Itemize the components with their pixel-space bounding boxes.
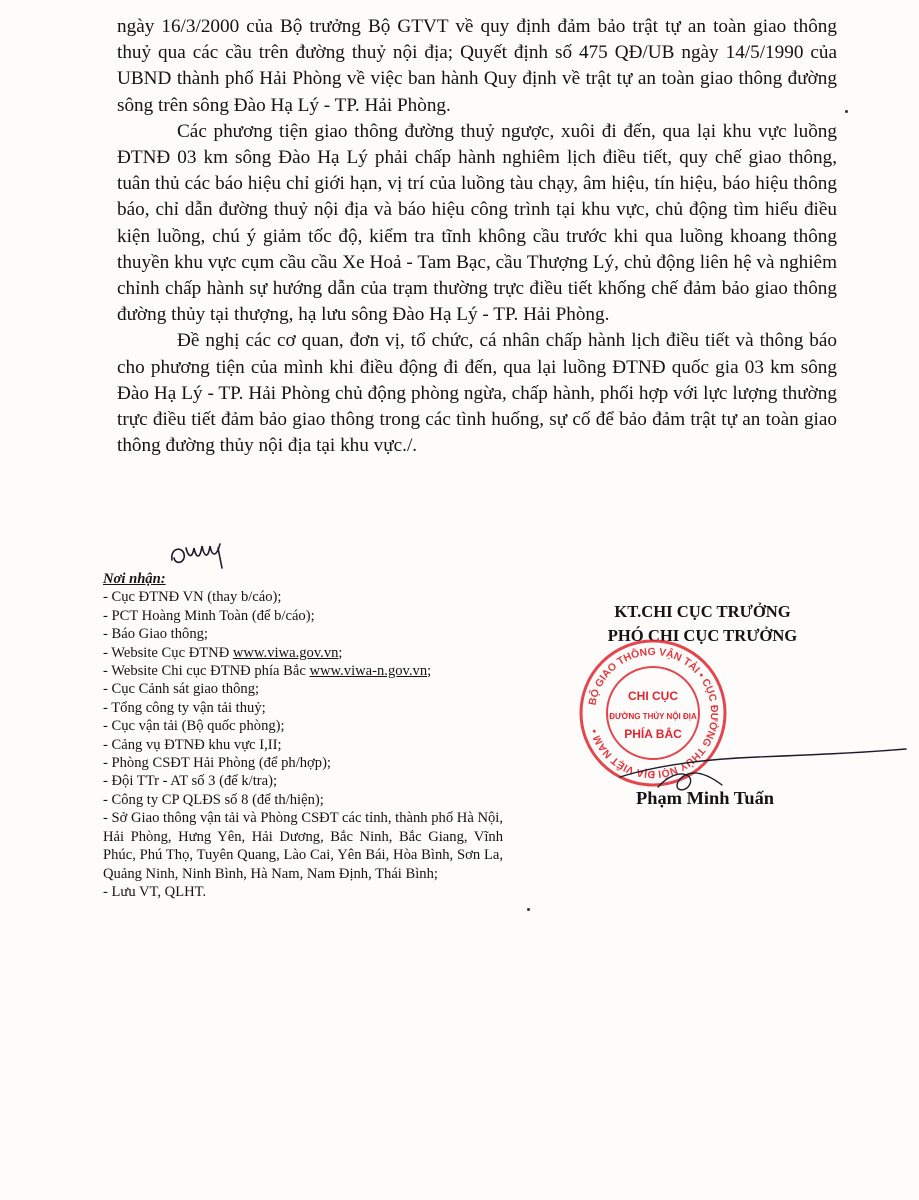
- recipient-website-viwa-n: [103, 662, 508, 680]
- scan-speck: [845, 110, 848, 113]
- recipients-heading: Nơi nhận:: [103, 571, 166, 587]
- recipients-block: [103, 570, 508, 901]
- document-body: [117, 14, 837, 459]
- recipient-archive: - Lưu VT, QLHT.: [103, 883, 207, 900]
- signature-title-line2: PHÓ CHI CỤC TRƯỞNG: [607, 626, 798, 645]
- signature-title-line1: KT.CHI CỤC TRƯỞNG: [614, 602, 791, 621]
- seal-line-2: ĐƯỜNG THỦY NỘI ĐỊA: [609, 712, 697, 721]
- viwa-link[interactable]: www.viwa.gov.vn: [232, 644, 339, 661]
- scan-speck: [527, 908, 530, 911]
- paragraph-request: Đề nghị các cơ quan, đơn vị, tổ chức, cá nhân chấp hành lịch điều tiết và thông báo cho phương tiện của mình khi điều động đi đến, qua lại luồng ĐTNĐ quốc gia 03 km sông Đào Hạ Lý - TP. Hải Phòng chủ động phòng ngừa, chấp hành, phối hợp với lực lượng thường trực điều tiết đảm bảo giao thông trong các tình huống, sự cố để bảo đảm trật tự an toàn giao thông đường thủy nội địa tại khu vực./.: [117, 330, 837, 457]
- recipient-item: - Công ty CP QLĐS số 8 (để th/hiện);: [103, 791, 324, 808]
- recipient-item: - Cục ĐTNĐ VN (thay b/cáo);: [103, 589, 282, 606]
- recipient-item: - Phòng CSĐT Hải Phòng (để ph/hợp);: [103, 755, 331, 772]
- recipient-item: - Cảng vụ ĐTNĐ khu vực I,II;: [103, 736, 282, 753]
- recipient-provinces: - Sở Giao thông vận tải và Phòng CSĐT các tỉnh, thành phố Hà Nội, Hải Phòng, Hưng Yên, Hải Dương, Bắc Ninh, Bắc Giang, Vĩnh Phúc, Phú Thọ, Tuyên Quang, Lào Cai, Yên Bái, Hòa Bình, Sơn La, Quảng Ninh, Ninh Bình, Hà Nam, Nam Định, Thái Bình;: [103, 810, 503, 882]
- seal-ring-text: BỘ GIAO THÔNG VẬN TẢI • CỤC ĐƯỜNG THỦY NỘI ĐỊA VIỆT NAM •: [586, 645, 721, 781]
- recipient-item: - Cục Cảnh sát giao thông;: [103, 681, 260, 698]
- seal-line-1: CHI CỤC: [628, 689, 678, 703]
- recipient-website-viwa: [103, 644, 508, 662]
- recipient-item: - Cục vận tải (Bộ quốc phòng);: [103, 718, 285, 735]
- initials-signature: [168, 534, 232, 574]
- recipient-item: - Báo Giao thông;: [103, 626, 208, 643]
- recipient-item: - Tổng công ty vận tải thuỷ;: [103, 699, 266, 716]
- viwa-n-link[interactable]: www.viwa-n.gov.vn: [309, 663, 428, 680]
- recipient-website-label: - Website Cục ĐTNĐ: [103, 644, 233, 661]
- recipient-item: - Đội TTr - AT số 3 (để k/tra);: [103, 773, 278, 790]
- recipient-website-suffix: ;: [427, 663, 432, 680]
- paragraph-legal-basis: ngày 16/3/2000 của Bộ trưởng Bộ GTVT về quy định đảm bảo trật tự an toàn giao thông thuỷ qua các cầu trên đường thuỷ nội địa; Quyết định số 475 QĐ/UB ngày 14/5/1990 của UBND thành phố Hải Phòng về việc ban hành Quy định về trật tự an toàn giao thông đường sông trên sông Đào Hạ Lý - TP. Hải Phòng.: [117, 16, 837, 116]
- recipient-website-suffix: ;: [338, 644, 343, 661]
- paragraph-vessel-requirements: Các phương tiện giao thông đường thuỷ ngược, xuôi đi đến, qua lại khu vực luồng ĐTNĐ 03 km sông Đào Hạ Lý phải chấp hành nghiêm lịch điều tiết, quy chế giao thông, tuân thủ các báo hiệu chỉ giới hạn, vị trí của luồng tàu chạy, âm hiệu, tín hiệu, báo hiệu thông báo, chỉ dẫn đường thuỷ nội địa và báo hiệu công trình tại khu vực, chủ động tìm hiểu điều kiện luồng, chú ý giảm tốc độ, kiểm tra tĩnh không cầu trước khi qua luồng khoang thông thuyền khu vực cụm cầu cầu Xe Hoả - Tam Bạc, cầu Thượng Lý, chủ động liên hệ và nghiêm chỉnh chấp hành sự hướng dẫn của trạm thường trực điều tiết khống chế đảm bảo giao thông đường thủy tại thượng, hạ lưu sông Đào Hạ Lý - TP. Hải Phòng.: [117, 120, 837, 326]
- recipient-website-label: - Website Chi cục ĐTNĐ phía Bắc: [103, 663, 310, 680]
- recipient-item: - PCT Hoàng Minh Toàn (để b/cáo);: [103, 607, 315, 624]
- seal-line-3: PHÍA BẮC: [624, 727, 682, 741]
- signer-name: Phạm Minh Tuấn: [636, 788, 774, 808]
